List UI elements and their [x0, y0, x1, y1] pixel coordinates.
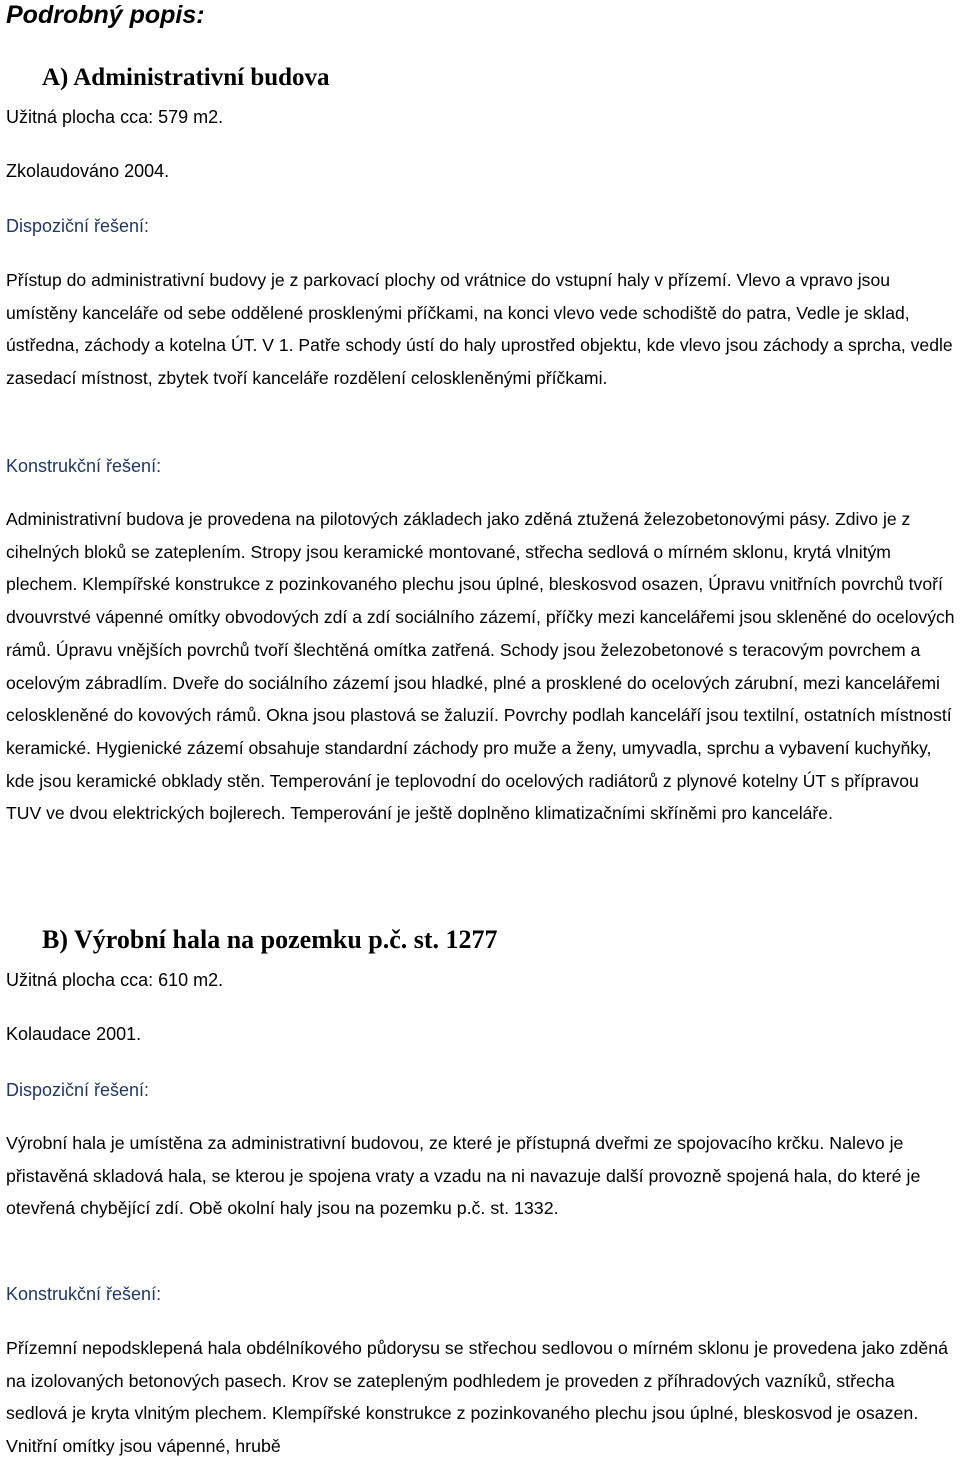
section-a-construction-label: Konstrukční řešení: — [6, 456, 162, 476]
section-b-area: Užitná plocha cca: 610 m2. — [6, 970, 224, 990]
section-b-construction-text: Přízemní nepodsklepená hala obdélníkového půdorysu se střechou sedlovou o mírném sklonu je provedena jako zděná na izolovaných betonových pasech. Krov se zatepleným podhledem je proveden z příhradových vazníků, střecha sedlová je kryta vlnitým plechem. Klempířské konstrukce z pozinkovaného plechu jsou úplné, bleskosvod je osazen. Vnitřní omítky jsou vápenné, hrubě — [6, 1338, 949, 1456]
section-a-layout-label: Dispoziční řešení: — [6, 216, 150, 236]
section-b-approval: Kolaudace 2001. — [6, 1024, 142, 1044]
document-title: Podrobný popis: — [6, 1, 205, 29]
section-b-layout-text: Výrobní hala je umístěna za administrativní budovou, ze které je přístupná dveřmi ze spojovacího krčku. Nalevo je přistavěná skladová hala, se kterou je spojena vraty a vzadu na ni navazuje další provozně spojená hala, do které je otevřená chybějící zdí. Obě okolní haly jsou na pozemku p.č. st. 1332. — [6, 1133, 921, 1219]
section-a-layout-text: Přístup do administrativní budovy je z parkovací plochy od vrátnice do vstupní haly v přízemí. Vlevo a vpravo jsou umístěny kanceláře od sebe oddělené prosklenými příčkami, na konci vlevo vede schodiště do patra, Vedle je sklad, ústředna, záchody a kotelna ÚT. V 1. Patře schody ústí do haly uprostřed objektu, kde vlevo jsou záchody a sprcha, vedle zasedací místnost, zbytek tvoří kanceláře rozdělení celoskleněnými příčkami. — [6, 270, 953, 389]
section-b-layout-label: Dispoziční řešení: — [6, 1080, 150, 1100]
section-a-area: Užitná plocha cca: 579 m2. — [6, 107, 224, 127]
section-b-heading: B) Výrobní hala na pozemku p.č. st. 1277 — [42, 925, 498, 954]
section-a-heading: A) Administrativní budova — [42, 64, 330, 91]
section-a-approval: Zkolaudováno 2004. — [6, 161, 170, 181]
section-a-construction-text: Administrativní budova je provedena na pilotových základech jako zděná ztužená železobetonovými pásy. Zdivo je z cihelných bloků se zateplením. Stropy jsou keramické montované, střecha sedlová o mírném sklonu, krytá vlnitým plechem. Klempířské konstrukce z pozinkovaného plechu jsou úplné, bleskosvod osazen, Úpravu vnitřních povrchů tvoří dvouvrstvé vápenné omítky obvodových zdí a zdí sociálního zázemí, příčky mezi kancelářemi jsou skleněné do ocelových rámů. Úpravu vnějších povrchů tvoří šlechtěná omítka zatřená. Schody jsou železobetonové s teracovým povrchem a ocelovým zábradlím. Dveře do sociálního zázemí jsou hladké, plné a prosklené do ocelových zárubní, mezi kancelářemi celoskleněné do kovových rámů. Okna jsou plastová se žaluzií. Povrchy podlah kanceláří jsou textilní, ostatních místností keramické. Hygienické zázemí obsahuje standardní záchody pro muže a ženy, umyvadla, sprchu a vybavení kuchyňky, kde jsou keramické obklady stěn. Temperování je teplovodní do ocelových radiátorů z plynové kotelny ÚT s přípravou TUV ve dvou elektrických bojlerech. Temperování je ještě doplněno klimatizačními skříněmi pro kanceláře. — [6, 509, 955, 824]
section-b-construction-label: Konstrukční řešení: — [6, 1284, 162, 1304]
